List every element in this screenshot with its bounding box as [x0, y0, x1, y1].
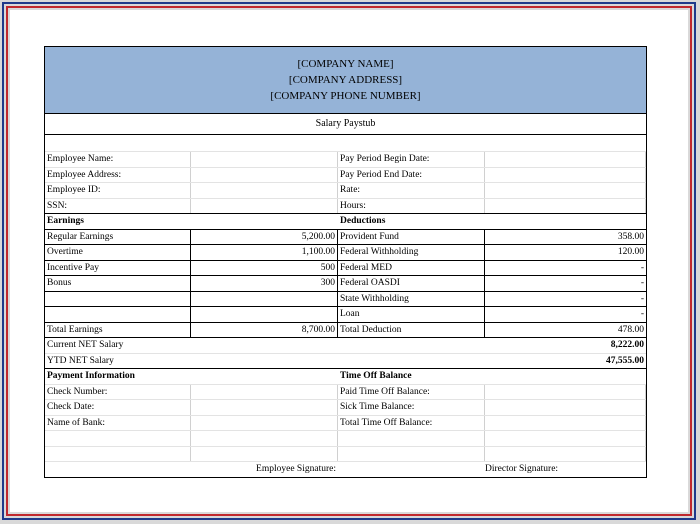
hours-label: Hours: [338, 199, 485, 214]
net-salary-row [45, 337, 646, 353]
check-number-label: Check Number: [45, 385, 191, 400]
check-date-label: Check Date: [45, 400, 191, 415]
ytd-salary-row [45, 353, 646, 369]
info-row [45, 384, 646, 400]
table-row [45, 291, 646, 307]
spacer-row [45, 135, 646, 151]
section-heading-row [45, 213, 646, 229]
earning-label: Bonus [45, 276, 191, 291]
employee-name-value[interactable] [191, 152, 338, 167]
ytd-net-value: 47,555.00 [606, 355, 644, 366]
earning-value: 300 [191, 276, 338, 291]
employee-id-value[interactable] [191, 183, 338, 198]
earning-label: Overtime [45, 245, 191, 260]
company-address: [COMPANY ADDRESS] [288, 74, 403, 86]
sick-time-value[interactable] [485, 400, 646, 415]
employee-address-label: Employee Address: [45, 168, 191, 183]
earning-value: 500 [191, 261, 338, 276]
earnings-heading: Earnings [47, 216, 84, 226]
deduction-value: - [640, 262, 644, 273]
current-net-value: 8,222.00 [610, 340, 644, 350]
total-earnings-label: Total Earnings [45, 323, 191, 338]
deductions-heading: Deductions [340, 216, 386, 226]
paystub-document [44, 46, 647, 478]
table-row [45, 229, 646, 245]
bank-name-value[interactable] [191, 416, 338, 431]
check-date-value[interactable] [191, 400, 338, 415]
employee-address-value[interactable] [191, 168, 338, 183]
period-begin-value[interactable] [485, 152, 646, 167]
deduction-value: 358.00 [617, 231, 644, 242]
current-net-label: Current NET Salary [47, 340, 124, 350]
total-deduction-label: Total Deduction [338, 323, 485, 338]
period-end-label: Pay Period End Date: [338, 168, 485, 183]
company-header [45, 47, 646, 114]
info-row [45, 415, 646, 431]
info-row [45, 198, 646, 214]
company-phone: [COMPANY PHONE NUMBER] [270, 90, 421, 102]
deduction-value: 120.00 [617, 247, 644, 257]
company-name: [COMPANY NAME] [297, 58, 394, 70]
employee-signature-label: Employee Signature: [256, 464, 336, 474]
deduction-label: Federal Withholding [338, 245, 485, 260]
deduction-value: - [640, 278, 644, 288]
spacer-row [45, 430, 646, 446]
sick-time-label: Sick Time Balance: [338, 400, 485, 415]
ssn-value[interactable] [191, 199, 338, 214]
earning-label: Regular Earnings [45, 230, 191, 245]
earning-value: 1,100.00 [191, 245, 338, 260]
hours-value[interactable] [485, 199, 646, 214]
paystub-title: Salary Paystub [45, 114, 646, 135]
total-earnings-value: 8,700.00 [191, 323, 338, 338]
deduction-value: - [640, 309, 644, 319]
section-heading-row [45, 368, 646, 384]
info-row [45, 167, 646, 183]
director-signature-label: Director Signature: [485, 464, 559, 474]
deduction-label: Federal OASDI [338, 276, 485, 291]
earning-label: Incentive Pay [45, 261, 191, 276]
info-row [45, 399, 646, 415]
time-off-heading: Time Off Balance [340, 371, 412, 381]
info-row [45, 151, 646, 167]
paid-time-off-value[interactable] [485, 385, 646, 400]
period-begin-label: Pay Period Begin Date: [338, 152, 485, 167]
total-time-off-value[interactable] [485, 416, 646, 431]
deduction-label: Provident Fund [338, 230, 485, 245]
totals-row [45, 322, 646, 338]
period-end-value[interactable] [485, 168, 646, 183]
ytd-net-label: YTD NET Salary [47, 355, 114, 366]
rate-label: Rate: [338, 183, 485, 198]
deduction-label: State Withholding [338, 292, 485, 307]
deduction-label: Federal MED [338, 261, 485, 276]
info-row [45, 182, 646, 198]
spacer-row [45, 446, 646, 462]
payment-heading: Payment Information [47, 371, 135, 381]
total-time-off-label: Total Time Off Balance: [338, 416, 485, 431]
paid-time-off-label: Paid Time Off Balance: [338, 385, 485, 400]
check-number-value[interactable] [191, 385, 338, 400]
total-deduction-value: 478.00 [617, 324, 644, 335]
employee-id-label: Employee ID: [45, 183, 191, 198]
rate-value[interactable] [485, 183, 646, 198]
table-row [45, 260, 646, 276]
employee-name-label: Employee Name: [45, 152, 191, 167]
table-row [45, 306, 646, 322]
deduction-label: Loan [338, 307, 485, 322]
deduction-value: - [640, 293, 644, 304]
bank-name-label: Name of Bank: [45, 416, 191, 431]
ssn-label: SSN: [45, 199, 191, 214]
table-row [45, 244, 646, 260]
signature-row [45, 461, 646, 477]
table-row [45, 275, 646, 291]
earning-value: 5,200.00 [191, 230, 338, 245]
